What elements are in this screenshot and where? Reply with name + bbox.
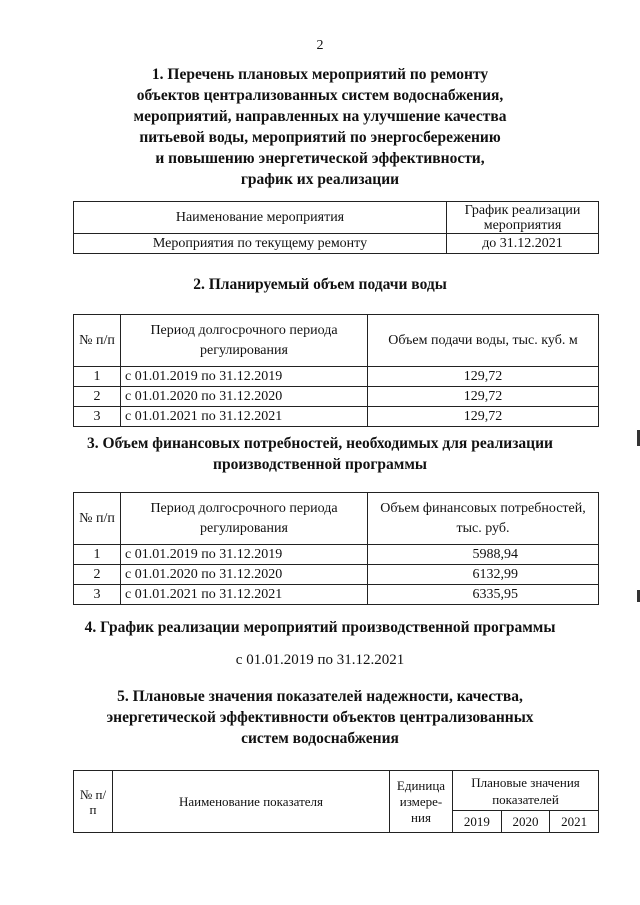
cell-deadline: до 31.12.2021 xyxy=(447,234,599,254)
table-header-row xyxy=(74,202,599,234)
header-financial: Объем финансовых потребностей, тыс. руб. xyxy=(368,493,599,545)
section3-title xyxy=(0,433,640,475)
section3-title-line: 3. Объем финансовых потребностей, необходимых для реализации xyxy=(87,435,553,452)
header-period: Период долгосрочного периода регулирования xyxy=(121,493,368,545)
cell-num: 1 xyxy=(74,545,121,565)
section3-title-line: производственной программы xyxy=(213,456,427,473)
section4-title: 4. График реализации мероприятий производственной программы xyxy=(84,619,556,636)
header-indicator-name: Наименование показателя xyxy=(113,771,390,833)
table-row xyxy=(74,234,599,254)
header-unit: Единица измере- ния xyxy=(390,771,453,833)
cell-period: с 01.01.2020 по 31.12.2020 xyxy=(121,387,368,407)
cell-period: с 01.01.2019 по 31.12.2019 xyxy=(121,545,368,565)
section5-title xyxy=(0,686,640,749)
header-num: № п/п xyxy=(74,771,113,833)
cell-period: с 01.01.2021 по 31.12.2021 xyxy=(121,585,368,605)
section2-table xyxy=(73,314,599,427)
header-planned-values: Плановые значения показателей xyxy=(453,771,599,811)
cell-num: 2 xyxy=(74,387,121,407)
section1-title xyxy=(0,64,640,190)
cell-value: 6132,99 xyxy=(368,565,599,585)
header-schedule: График реализации мероприятия xyxy=(447,202,599,234)
section5-title-line: 5. Плановые значения показателей надежности, качества, xyxy=(117,688,523,705)
cell-event: Мероприятия по текущему ремонту xyxy=(74,234,447,254)
table-row xyxy=(74,565,599,585)
cell-value: 129,72 xyxy=(368,367,599,387)
header-period: Период долгосрочного периода регулирования xyxy=(121,315,368,367)
section1-table xyxy=(73,201,599,254)
cell-num: 1 xyxy=(74,367,121,387)
section5-title-line: энергетической эффективности объектов централизованных xyxy=(106,709,534,726)
section1-title-line: 1. Перечень плановых мероприятий по ремонту xyxy=(151,66,489,83)
cell-value: 129,72 xyxy=(368,407,599,427)
section4-period: с 01.01.2019 по 31.12.2021 xyxy=(235,652,405,668)
cell-num: 3 xyxy=(74,407,121,427)
header-year: 2021 xyxy=(550,811,599,833)
table-row xyxy=(74,387,599,407)
header-event-name: Наименование мероприятия xyxy=(74,202,447,234)
table-row xyxy=(74,585,599,605)
section1-title-line: объектов централизованных систем водоснабжения, xyxy=(136,87,504,104)
cell-value: 6335,95 xyxy=(368,585,599,605)
table-row xyxy=(74,367,599,387)
section3-table xyxy=(73,492,599,605)
section1-title-line: мероприятий, направленных на улучшение качества xyxy=(133,108,507,125)
section5-table xyxy=(73,770,599,833)
table-header-row xyxy=(74,493,599,545)
table-row xyxy=(74,545,599,565)
header-year: 2019 xyxy=(453,811,502,833)
section1-title-line: и повышению энергетической эффективности, xyxy=(155,150,485,167)
page-number: 2 xyxy=(316,38,324,53)
section5-title-line: систем водоснабжения xyxy=(241,730,399,747)
cell-value: 129,72 xyxy=(368,387,599,407)
cell-num: 3 xyxy=(74,585,121,605)
header-num: № п/п xyxy=(74,315,121,367)
section1-title-line: питьевой воды, мероприятий по энергосбережению xyxy=(139,129,501,146)
header-volume: Объем подачи воды, тыс. куб. м xyxy=(368,315,599,367)
cell-num: 2 xyxy=(74,565,121,585)
table-header-row xyxy=(74,771,599,811)
cell-period: с 01.01.2019 по 31.12.2019 xyxy=(121,367,368,387)
section2-title: 2. Планируемый объем подачи воды xyxy=(193,276,447,293)
header-num: № п/п xyxy=(74,493,121,545)
header-year: 2020 xyxy=(501,811,550,833)
table-header-row xyxy=(74,315,599,367)
section1-title-line: график их реализации xyxy=(240,171,400,188)
table-row xyxy=(74,407,599,427)
cell-value: 5988,94 xyxy=(368,545,599,565)
cell-period: с 01.01.2020 по 31.12.2020 xyxy=(121,565,368,585)
cell-period: с 01.01.2021 по 31.12.2021 xyxy=(121,407,368,427)
